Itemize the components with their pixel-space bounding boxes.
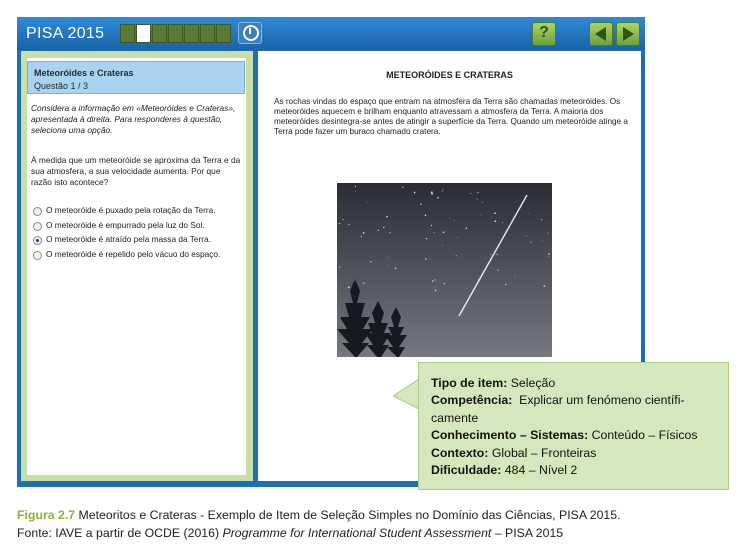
star [348,286,350,288]
meteor-night-sky-image [337,183,552,357]
clock-icon [243,25,259,41]
progress-segment [152,24,167,43]
figure-label: Figura 2.7 [17,508,76,522]
star [431,225,432,226]
star [481,215,482,216]
star [434,232,435,233]
source-prefix: Fonte: IAVE a partir de OCDE (2016) [17,526,220,540]
star [388,258,389,259]
star [370,261,371,262]
star [443,189,444,190]
star [515,202,516,203]
answer-option[interactable] [33,205,245,220]
figure-source [17,526,563,540]
star [466,227,468,229]
star [363,282,364,283]
radio-button[interactable] [33,236,42,245]
app-header [17,17,645,50]
star [434,194,435,195]
star [530,242,531,243]
clock-hand [249,28,251,34]
star [441,191,442,192]
question-number: Questão 1 / 3 [34,81,89,91]
star [425,215,427,217]
question-header [27,61,245,94]
star [515,276,516,277]
star [497,270,498,271]
item-info [431,375,716,479]
help-button[interactable] [532,22,556,46]
star [343,219,344,220]
radio-button[interactable] [33,222,42,231]
answer-option[interactable] [33,234,245,249]
star [456,255,457,256]
star [431,191,433,193]
figure-caption [17,508,621,522]
arrow-left-icon [595,27,606,41]
item-type-row: Tipo de item: Seleção [431,376,556,390]
question-text: À medida que um meteoróide se aproxima da Terra e da sua atmosfera, a sua velocidade aumenta. Por que razão isto acontece? [31,155,241,187]
question-instructions: Considera a informação em «Meteoróides e Crateras», apresentada à direita. Para responderes à questão, seleciona uma opção. [31,103,236,135]
radio-button[interactable] [33,207,42,216]
star [457,237,458,238]
star [339,267,340,268]
star [490,254,491,255]
stimulus-title: METEORÓIDES E CRATERAS [386,70,513,80]
answer-option-label: O meteoróide é empurrado pela luz do Sol. [46,219,205,230]
star [383,227,384,228]
answer-option-label: O meteoróide é repelido pelo vácuo do espaço. [46,248,221,259]
star [542,240,543,241]
star [367,202,368,203]
answer-option[interactable] [33,220,245,235]
unit-title: Meteoróides e Crateras [34,68,134,78]
help-icon: ? [539,24,549,41]
source-suffix: – PISA 2015 [494,526,564,540]
timer-button[interactable] [238,22,262,44]
radio-button[interactable] [33,251,42,260]
progress-segment [136,24,151,43]
star [495,220,497,222]
stimulus-text: As rochas vindas do espaço que entram na atmosfera da Terra são chamadas meteoróides. Os meteoróides aquecem e brilham enquanto atravessam a atmosfera da Terra. A maioria dos meteoróides desintegra-se antes de atingir a superfície da Terra. Quando um meteoróide atinge a Terra pode fazer um buraco chamado cratera. [274,97,628,136]
star [543,285,545,287]
star [355,186,356,187]
star [547,233,548,234]
star [477,192,478,193]
star [378,229,379,230]
answer-option-label: O meteoróide é atraído pela massa da Terra. [46,234,211,244]
answer-option[interactable] [33,249,245,264]
star [450,218,451,219]
star [361,236,362,237]
star [443,232,445,234]
star [388,265,389,266]
star [348,224,349,225]
star [435,290,437,292]
star [505,284,506,285]
answer-options [33,205,245,263]
next-button[interactable] [616,22,640,46]
star [389,232,390,233]
star [437,197,439,199]
star [432,280,433,281]
previous-button[interactable] [589,22,613,46]
progress-segment [120,24,135,43]
star [402,187,403,188]
competency-row-cont: camente [431,410,479,425]
star [482,202,483,203]
star [502,222,503,223]
star [426,238,427,239]
progress-segment [216,24,231,43]
star [497,254,498,255]
arrow-right-icon [623,27,634,41]
competency-row: Competência: Explicar um fenómeno científi- [431,393,685,408]
star [420,204,421,205]
star [444,283,445,284]
star [395,267,397,269]
source-italic: Programme for International Student Assessment [222,526,492,540]
star [425,258,426,259]
star [442,245,443,246]
star [470,193,471,194]
star [548,253,550,255]
star [414,192,416,194]
progress-segment [168,24,183,43]
knowledge-row: Conhecimento – Sistemas: Conteúdo – Físicos [431,428,698,443]
star [549,256,550,257]
star [386,216,388,218]
star [435,279,436,280]
progress-indicator [120,24,232,43]
star [339,223,340,224]
star [355,191,356,192]
star [529,213,530,214]
question-pane [21,51,253,481]
star [526,235,527,236]
star [454,220,455,221]
figure-text: Meteoritos e Crateras - Exemplo de Item de Seleção Simples no Domínio das Ciências, PISA 2015. [78,508,621,522]
star [431,193,433,195]
star [541,219,542,220]
context-row: Contexto: Global – Fronteiras [431,445,597,460]
answer-option-label: O meteoróide é puxado pela rotação da Terra. [46,205,216,215]
star [477,199,478,200]
star [363,232,365,234]
progress-segment [184,24,199,43]
star [494,212,496,214]
item-info-callout [418,362,729,490]
progress-segment [200,24,215,43]
difficulty-row: Dificuldade: 484 – Nível 2 [431,463,578,478]
app-title: PISA 2015 [26,25,105,42]
